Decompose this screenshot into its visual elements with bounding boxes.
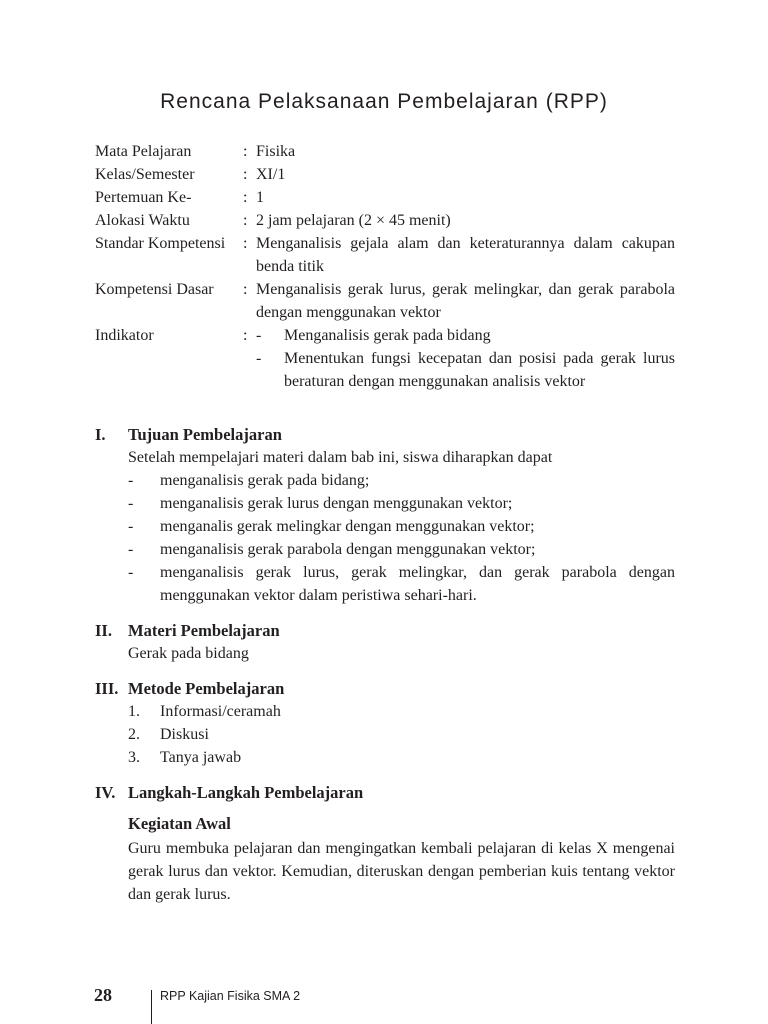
info-row-pertemuan: [95, 186, 675, 209]
list-item-text: menganalisis gerak lurus, gerak melingkar, dan gerak parabola dengan menggunakan vektor dalam peristiwa sehari-hari.: [160, 564, 675, 604]
page-title: Rencana Pelaksanaan Pembelajaran (RPP): [160, 90, 608, 113]
section-number: IV.: [95, 783, 116, 802]
running-footer: RPP Kajian Fisika SMA 2: [160, 989, 301, 1003]
info-value: Menganalisis gerak lurus, gerak melingkar, dan gerak parabola dengan menggunakan vektor: [256, 281, 675, 321]
list-item: [95, 492, 675, 515]
section-text: Guru membuka pelajaran dan mengingatkan kembali pelajaran di kelas X mengenai gerak lurus dan vektor. Kemudian, diteruskan dengan pemberian kuis tentang vektor dan gerak lurus.: [128, 840, 675, 903]
section-heading-tujuan: [95, 423, 675, 446]
list-item-text: Tanya jawab: [160, 749, 242, 766]
section-heading-langkah: [95, 781, 675, 804]
indikator-text: Menganalisis gerak pada bidang: [284, 327, 491, 344]
dash-marker: -: [128, 564, 134, 581]
info-value: 1: [256, 189, 264, 206]
section-body-langkah: [95, 812, 675, 906]
info-label: Kompetensi Dasar: [95, 281, 214, 298]
dash-marker: -: [128, 518, 134, 535]
section-intro: Setelah mempelajari materi dalam bab ini, siswa diharapkan dapat: [128, 449, 553, 466]
list-item-text: Informasi/ceramah: [160, 703, 281, 720]
info-label: Mata Pelajaran: [95, 143, 192, 160]
list-item: [95, 561, 675, 607]
list-item-text: menganalisis gerak parabola dengan menggunakan vektor;: [160, 541, 536, 558]
info-value: XI/1: [256, 166, 286, 183]
info-colon: :: [243, 281, 248, 298]
info-label: Standar Kompetensi: [95, 235, 226, 252]
section-body-metode: [95, 700, 675, 769]
section-number: II.: [95, 621, 112, 640]
info-colon: :: [243, 166, 248, 183]
info-colon: :: [243, 235, 248, 252]
list-item-text: Diskusi: [160, 726, 209, 743]
dash-marker: -: [256, 327, 262, 344]
section-number: III.: [95, 679, 119, 698]
indikator-item: [256, 324, 675, 347]
list-item: [128, 746, 675, 769]
info-value: Fisika: [256, 143, 296, 160]
list-number: 1.: [128, 703, 140, 720]
section-heading-metode: [95, 677, 675, 700]
info-row-mata-pelajaran: [95, 140, 675, 163]
info-label: Indikator: [95, 327, 154, 344]
section-body-materi: [95, 642, 675, 665]
section-heading-materi: [95, 619, 675, 642]
list-item: [95, 515, 675, 538]
list-item-text: menganalisis gerak pada bidang;: [160, 472, 370, 489]
section-number: I.: [95, 425, 106, 444]
footer-divider: [151, 990, 152, 1024]
info-row-indikator: [95, 324, 675, 393]
info-value: Menganalisis gejala alam dan keteraturannya dalam cakupan benda titik: [256, 235, 675, 275]
list-item-text: menganalis gerak melingkar dengan menggunakan vektor;: [160, 518, 535, 535]
list-item: [128, 700, 675, 723]
list-number: 2.: [128, 726, 140, 743]
dash-marker: -: [256, 350, 262, 367]
section-title: Materi Pembelajaran: [128, 621, 280, 640]
dash-marker: -: [128, 541, 134, 558]
info-colon: :: [243, 327, 248, 344]
dash-marker: -: [128, 495, 134, 512]
section-text: Gerak pada bidang: [128, 645, 249, 662]
section-title: Langkah-Langkah Pembelajaran: [128, 783, 364, 802]
info-row-kompetensi-dasar: [95, 278, 675, 324]
indikator-item: [256, 347, 675, 393]
list-item: [95, 538, 675, 561]
list-item-text: menganalisis gerak lurus dengan menggunakan vektor;: [160, 495, 513, 512]
info-row-alokasi-waktu: [95, 209, 675, 232]
info-table: [95, 140, 675, 393]
indikator-list: [256, 324, 675, 393]
subsection-title: Kegiatan Awal: [128, 814, 231, 833]
page-number: 28: [94, 985, 112, 1005]
info-row-kelas-semester: [95, 163, 675, 186]
sections: [95, 423, 675, 906]
info-colon: :: [243, 143, 248, 160]
section-title: Tujuan Pembelajaran: [128, 425, 282, 444]
list-number: 3.: [128, 749, 140, 766]
section-title: Metode Pembelajaran: [128, 679, 285, 698]
info-colon: :: [243, 212, 248, 229]
info-value: 2 jam pelajaran (2 × 45 menit): [256, 212, 451, 229]
dash-marker: -: [128, 472, 134, 489]
info-colon: :: [243, 189, 248, 206]
section-body-tujuan: [95, 446, 675, 607]
info-label: Pertemuan Ke-: [95, 189, 192, 206]
info-label: Kelas/Semester: [95, 166, 195, 183]
info-row-standar-kompetensi: [95, 232, 675, 278]
list-item: [95, 469, 675, 492]
indikator-text: Menentukan fungsi kecepatan dan posisi pada gerak lurus beraturan dengan menggunakan analisis vektor: [284, 350, 675, 390]
list-item: [128, 723, 675, 746]
info-label: Alokasi Waktu: [95, 212, 190, 229]
